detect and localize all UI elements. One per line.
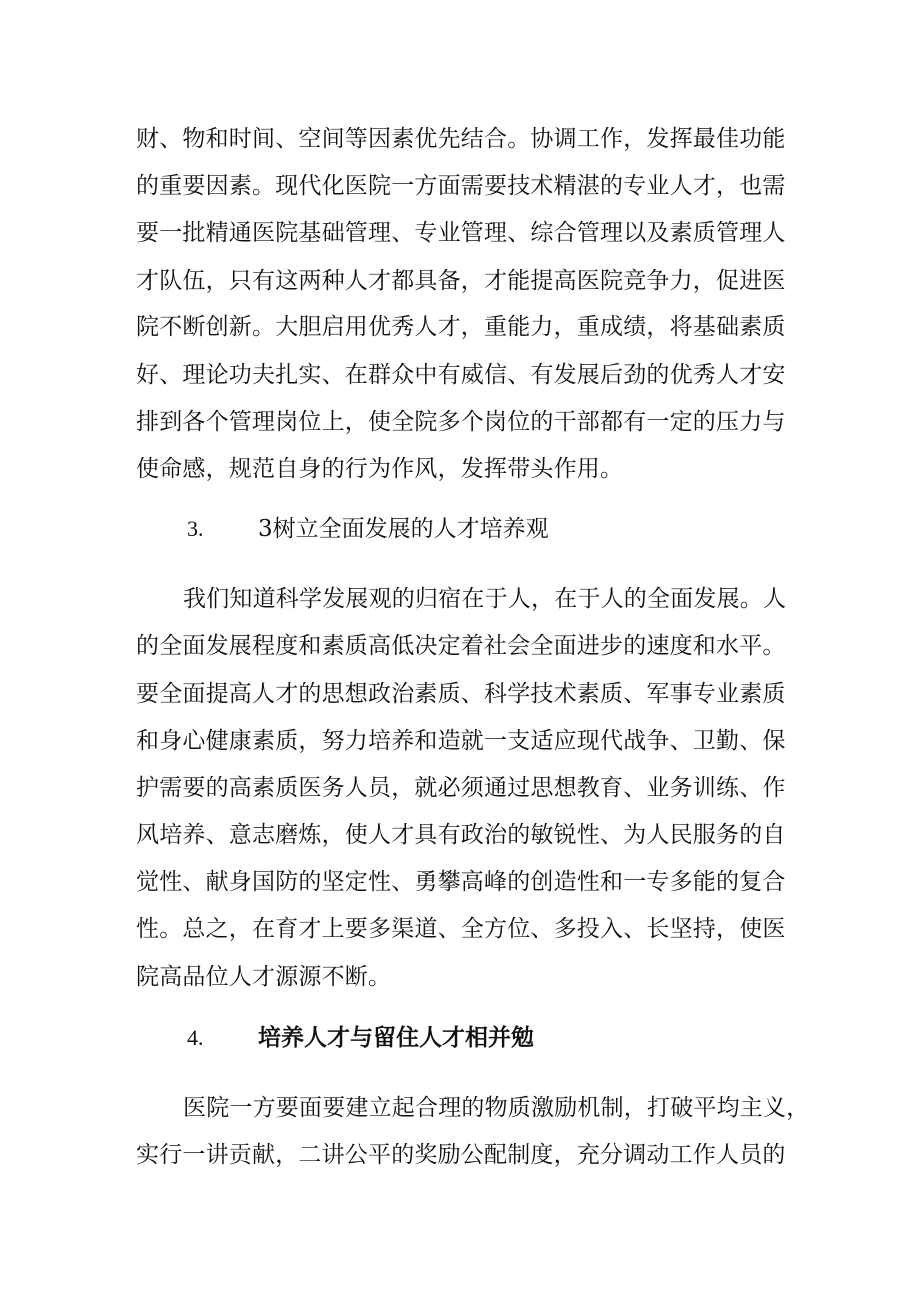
paragraph-1-line: 好、理论功夫扎实、在群众中有威信、有发展后劲的优秀人才安: [136, 362, 786, 388]
paragraph-1-line: 才队伍，只有这两种人才都具备，才能提高医院竞争力，促进医: [136, 268, 786, 294]
section-4-heading: 培养人才与留住人才相并勉: [258, 1024, 534, 1051]
paragraph-2-line: 护需要的高素质医务人员，就必须通过思想教育、业务训练、作: [136, 775, 786, 801]
paragraph-3-line: 实行一讲贡献，二讲公平的奖励公配制度，充分调动工作人员的: [136, 1142, 786, 1168]
paragraph-2-line: 风培养、意志磨炼，使人才具有政治的敏锐性、为人民服务的自: [136, 822, 786, 848]
section-4-number: 4.: [187, 1025, 204, 1050]
paragraph-2-line: 觉性、献身国防的坚定性、勇攀高峰的创造性和一专多能的复合: [136, 869, 786, 895]
paragraph-2-line: 要全面提高人才的思想政治素质、科学技术素质、军事专业素质: [136, 681, 786, 707]
paragraph-2-line: 院高品位人才源源不断。: [136, 964, 392, 990]
paragraph-2-line: 的全面发展程度和素质高低决定着社会全面进步的速度和水平。: [136, 633, 786, 659]
paragraph-1-line: 排到各个管理岗位上，使全院多个岗位的干部都有一定的压力与: [136, 409, 786, 435]
paragraph-1-line: 财、物和时间、空间等因素优先结合。协调工作，发挥最佳功能: [136, 126, 786, 152]
paragraph-2-line: 和身心健康素质，努力培养和造就一支适应现代战争、卫勤、保: [136, 728, 786, 754]
paragraph-1-line: 院不断创新。大胆启用优秀人才，重能力，重成绩，将基础素质: [136, 314, 786, 340]
paragraph-3-line: 医院一方要面要建立起合理的物质激励机制，打破平均主义，: [183, 1095, 810, 1121]
paragraph-1-line: 要一批精通医院基础管理、专业管理、综合管理以及素质管理人: [136, 220, 786, 246]
section-3-heading: 3树立全面发展的人才培养观: [258, 516, 549, 542]
section-3-number: 3.: [187, 516, 204, 541]
paragraph-2-line: 我们知道科学发展观的归宿在于人，在于人的全面发展。人: [183, 586, 787, 612]
paragraph-1-line: 的重要因素。现代化医院一方面需要技术精湛的专业人才，也需: [136, 173, 786, 199]
paragraph-2-line: 性。总之，在育才上要多渠道、全方位、多投入、长坚持，使医: [136, 916, 786, 942]
paragraph-1-line: 使命感，规范自身的行为作风，发挥带头作用。: [136, 456, 624, 482]
